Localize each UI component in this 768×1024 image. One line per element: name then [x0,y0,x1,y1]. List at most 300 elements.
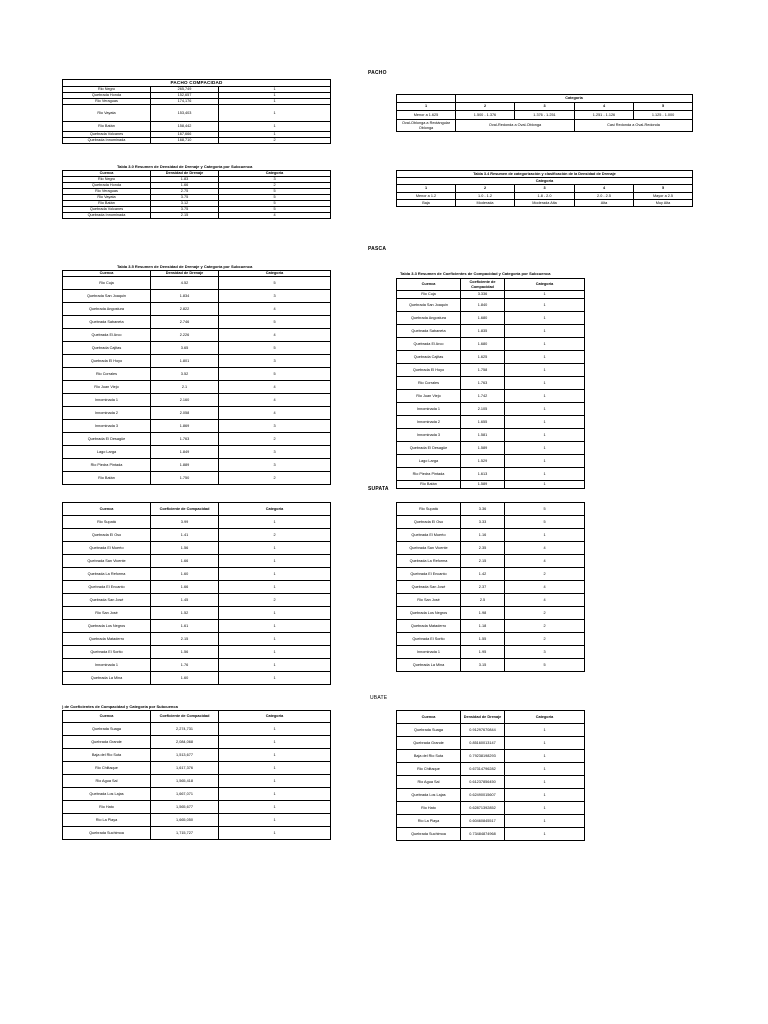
table-cell: Rio Agua Sal [397,776,461,789]
table-cell: 1 [219,516,331,529]
table-caption: Tabla 3.4 Resumen de categorización y clasificación de la Densidad de Drenaje [397,171,693,178]
table-cell: 2.058 [151,407,219,420]
table-cell: 1.42 [461,568,505,581]
pacho-compacidad-table [62,79,331,144]
table-cell: 2.37 [461,581,505,594]
table-row [63,355,331,368]
compacidad-category-table [396,94,693,132]
table-row [63,801,331,814]
table-cell: Quebrada La Reforma [397,555,461,568]
table-cell: 1.680 [461,338,505,351]
table-cell: 1 [505,312,585,325]
table-cell: 1.56 [151,646,219,659]
table-cell: Quebrada San Joaquin [63,290,151,303]
section-supata: SUPATA [368,486,389,492]
pasca-compacidad-table [396,278,585,489]
form-cell: Casi Redonda a Oval-Redonda [575,120,693,132]
table-cell: Rio Corrales [397,377,461,390]
table-row [63,381,331,394]
table-cell: 1 [219,132,331,138]
table-cell: 1 [505,291,585,299]
table-cell: Innominada 3 [63,420,151,433]
table-cell: Quebrada El Encanto [63,581,151,594]
table-row [63,407,331,420]
table-cell: 1 [219,775,331,788]
table-cell: 1 [219,93,331,99]
table-row [63,303,331,316]
table-cell: Rio Agua Sal [63,775,151,788]
table-cell: 3 [219,446,331,459]
table-cell: Innominada 1 [397,403,461,416]
table-cell: Quebrada Honda [63,93,151,99]
table-cell: 2.75 [151,189,219,195]
table-cell: 1.758 [461,364,505,377]
table-cell: 2.15 [151,213,219,219]
table-cell: 1 [219,788,331,801]
table-row [397,542,585,555]
table-cell: Rio Juan Viejo [397,390,461,403]
table-row [397,325,585,338]
table-row [397,377,585,390]
table-row [397,555,585,568]
table-cell: 2,084,068 [151,736,219,749]
table-cell: 1,513,677 [151,749,219,762]
table-row [63,646,331,659]
table-title: PACHO COMPACIDAD [63,80,331,87]
table-cell: Rio Supatá [397,503,461,516]
table-row [397,802,585,815]
supata-densidad-table [396,502,585,672]
table-row [63,394,331,407]
table-row [397,299,585,312]
table-cell: 3.52 [151,368,219,381]
table-cell: 1,667,071 [151,788,219,801]
table-cell: 2 [505,633,585,646]
table-cell: Quebrada Suchimoa [63,827,151,840]
table-cell: 2.35 [461,542,505,555]
table-cell: Quebrada Cajitas [63,342,151,355]
table-cell: 5 [505,503,585,516]
category-number: 1 [397,185,456,193]
table-cell: 1 [219,633,331,646]
table-cell: 1 [219,646,331,659]
table-row [397,750,585,763]
table-cell: 1 [219,749,331,762]
table-cell: 2 [505,607,585,620]
table-cell: 2 [219,433,331,446]
table-row [63,105,331,122]
table-cell: Quebrada El Oso [397,516,461,529]
table-cell: 1.66 [151,183,219,189]
table-cell: Quebrada El Muerto [63,542,151,555]
table-cell: 2.160 [151,394,219,407]
table-cell: 1.95 [461,646,505,659]
table-row [63,672,331,685]
table-row [63,277,331,290]
table-cell: 5 [505,659,585,672]
table-cell: 3.36 [461,503,505,516]
table-cell: 158,442 [151,122,219,132]
supata-compacidad-table [62,502,331,685]
table-cell: 1.763 [151,433,219,446]
column-header: Cuenca [63,503,151,516]
category-range: Menor a 1.625 [397,111,456,120]
table-row [397,338,585,351]
table-cell: 1.66 [151,555,219,568]
table-cell: 1 [219,736,331,749]
table-row [397,403,585,416]
table-cell: 3 [505,646,585,659]
table-row [63,472,331,485]
table-cell: 1.18 [461,620,505,633]
table-cell: 1,565,418 [151,775,219,788]
category-label: Muy Alta [634,200,693,207]
table-cell: Rio Veraguas [63,189,151,195]
table-cell: 4 [505,594,585,607]
table-cell: 1 [505,750,585,763]
table-cell: 5 [219,368,331,381]
column-header: Cuenca [63,711,151,723]
table-cell: Quebrada Honda [63,183,151,189]
table-cell: 2.822 [151,303,219,316]
table-cell: 1 [505,403,585,416]
table-cell: 1 [219,581,331,594]
table-row [63,788,331,801]
table-row [397,633,585,646]
table-cell: Quebrada Suchimoa [397,828,461,841]
table-cell: Rio La Playa [63,814,151,827]
table-cell: 1 [505,737,585,750]
table-cell: 168,710 [151,138,219,144]
table-cell: 4.52 [151,277,219,290]
table-cell: Quebrada El Hoyo [63,355,151,368]
table-cell: 1 [505,763,585,776]
table-cell: 2 [219,529,331,542]
table-cell: Quebrada San Vicente [63,555,151,568]
table-row [397,581,585,594]
table-cell: 1,565,677 [151,801,219,814]
table-cell: 1.60 [151,568,219,581]
table-row [63,433,331,446]
table-cell: Rio Hato [397,802,461,815]
table-row [397,516,585,529]
table-row [63,633,331,646]
table-row [397,607,585,620]
table-cell: 0.62490015607 [461,789,505,802]
table-cell: 0.60460845517 [461,815,505,828]
table-cell: 4 [219,407,331,420]
table-cell: Quebrada El Desagüe [63,433,151,446]
table-cell: Quebrada Suaga [63,723,151,736]
table-cell: 5 [219,189,331,195]
table-row [397,737,585,750]
table-cell: Quebrada La Mina [63,672,151,685]
table-row [63,555,331,568]
table-cell: Quebrada El Oso [63,529,151,542]
table-cell: 0.85160013147 [461,737,505,750]
table-cell: 5 [219,201,331,207]
table-cell: 5 [219,277,331,290]
category-label: Baja [397,200,456,207]
table-cell: 174,176 [151,99,219,105]
section-pacho: PACHO [368,70,387,76]
table-cell: 1 [219,542,331,555]
table-cell: 1.529 [461,455,505,468]
table-cell: 1 [505,455,585,468]
table-cell: 167,666 [151,132,219,138]
table-row [63,723,331,736]
table-cell: 5 [219,316,331,329]
table-cell: 1.680 [461,312,505,325]
table-cell: 1 [505,724,585,737]
table-cell: 3 [219,459,331,472]
table-cell: Quebrada Mataderro [397,620,461,633]
category-number: 2 [456,103,515,111]
column-header: Categoria [505,279,585,291]
table-row [63,568,331,581]
category-number: 4 [575,103,634,111]
column-header: Coeficiente de Compacidad [151,503,219,516]
table-cell: 1.625 [461,351,505,364]
table-row [397,529,585,542]
table-cell: Rio Vayata [63,105,151,122]
table-cell: 3 [219,177,331,183]
table-cell: Rio Supatá [63,516,151,529]
table-cell: Rio Batán [63,201,151,207]
table-row [63,459,331,472]
table-cell: 1 [219,99,331,105]
table-row [63,620,331,633]
table-title: Categoria [456,95,693,103]
table-cell: 3 [219,355,331,368]
category-number: 2 [456,185,515,193]
table-row [63,329,331,342]
ubate-densidad-table [396,710,585,841]
table-row [397,763,585,776]
table-cell: Quebrada El Muerto [397,529,461,542]
table-cell: 2.105 [461,403,505,416]
table-cell: Quebrada Innominada [63,138,151,144]
table-row [397,659,585,672]
table-cell: Rio Piedra Pintada [397,468,461,481]
table-cell: 3.75 [151,207,219,213]
table-cell: 1 [219,555,331,568]
table-cell: 1.76 [151,659,219,672]
table-cell: 1.750 [151,472,219,485]
table-row [397,455,585,468]
category-range: Menor a 1.2 [397,193,456,200]
table-cell: 2.15 [151,633,219,646]
table-cell: 1.41 [151,529,219,542]
table-cell: Quebrada Grande [397,737,461,750]
table-row [397,364,585,377]
category-range: 1.251 - 1.126 [575,111,634,120]
table-cell: 1.849 [151,446,219,459]
table-cell: 1 [505,789,585,802]
table-cell: 152,657 [151,93,219,99]
table-row [397,828,585,841]
category-number: 4 [575,185,634,193]
table-cell: 1.763 [461,377,505,390]
table-row [397,351,585,364]
category-range: 1.376 - 1.251 [515,111,575,120]
table-cell: 2.746 [151,316,219,329]
table-row [397,776,585,789]
densidad-category-table [396,170,693,207]
table-row [63,420,331,433]
category-label: Moderada [456,200,515,207]
category-label: Moderada Alta [515,200,575,207]
table-cell: Rio Negro [63,87,151,93]
table-row [397,468,585,481]
table-cell: 1.613 [461,468,505,481]
table-cell: 1.742 [461,390,505,403]
table-cell: 1 [505,325,585,338]
table-cell: 3 [219,420,331,433]
table-cell: 5 [505,516,585,529]
table-cell: 1 [505,390,585,403]
section-pasca: PASCA [368,246,387,252]
table-cell: 1.655 [461,416,505,429]
table-cell: 0.73484874968 [461,828,505,841]
table-cell: Rio Batán [63,122,151,132]
table-cell: 265,749 [151,87,219,93]
table-cell: 1,665,050 [151,814,219,827]
table-cell: 1 [219,672,331,685]
category-number: 1 [397,103,456,111]
table-cell: 1.66 [151,581,219,594]
table-row [63,138,331,144]
table-cell: 2 [505,620,585,633]
table-cell: Quebrada San José [397,581,461,594]
ubate-compacidad-table [62,710,331,840]
table-cell: 1.801 [151,355,219,368]
column-header: Cuenca [63,271,151,277]
table-cell: Quebrada El Encanto [397,568,461,581]
table-cell: Quebrada El Hoyo [397,364,461,377]
table-cell: 3.75 [151,195,219,201]
table-cell: Quebrada Sabaneta [63,316,151,329]
table-cell: Quebrada Angostura [397,312,461,325]
category-range: 1.8 - 2.0 [515,193,575,200]
table-cell: Innominada 3 [397,429,461,442]
column-header: Densidad de Drenaje [151,271,219,277]
table-cell: Rio Batán [63,472,151,485]
table-cell: Innominada 1 [397,646,461,659]
table-cell: 3.99 [151,516,219,529]
table-cell: Quebrada Volcanes [63,132,151,138]
table-caption: Tabla 3.0 Resumen de Densidad de Drenaje y Categoría por Subcuenca [117,164,253,169]
table-row [63,213,331,219]
table-row [397,594,585,607]
table-cell: 1 [219,814,331,827]
table-cell: 1 [505,377,585,390]
table-cell: 1 [505,416,585,429]
table-cell: Rio Chiltaque [63,762,151,775]
table-caption: Tabla 3.5 Resumen de Densidad de Drenaje y Categoría por Subcuenca [117,264,253,269]
table-cell: Quebrada El Desagüe [397,442,461,455]
table-cell: 1 [505,815,585,828]
column-header: Densidad de Drenaje [461,711,505,724]
table-cell: 1 [505,828,585,841]
table-cell: Rio La Playa [397,815,461,828]
table-cell: 4 [505,542,585,555]
category-number: 3 [515,103,575,111]
table-cell: Lago Larga [63,446,151,459]
column-header: Coeficiente de Compacidad [461,279,505,291]
column-header: Densidad de Drenaje [151,171,219,177]
section-ubate: UBATE [370,695,388,701]
table-row [397,312,585,325]
table-cell: 1.98 [461,607,505,620]
table-cell: 3.336 [461,291,505,299]
table-cell: Rio Chiltaque [397,763,461,776]
table-cell: 1 [505,364,585,377]
table-cell: 2 [219,183,331,189]
table-row [63,290,331,303]
table-cell: Rio Cuja [397,291,461,299]
table-title: Categoria [397,178,693,185]
table-cell: Quebrada Sabaneta [397,325,461,338]
table-cell: Quebrada La Mina [397,659,461,672]
table-cell: 1.45 [151,594,219,607]
table-cell: Rio San José [63,607,151,620]
table-row [397,291,585,299]
table-row [63,581,331,594]
table-cell: 1,617,376 [151,762,219,775]
table-row [63,659,331,672]
table-row [63,594,331,607]
table-cell: Innominada 2 [397,416,461,429]
table-row [63,762,331,775]
table-cell: 1 [505,299,585,312]
table-row [397,568,585,581]
table-caption: Tabla 3.3 Resumen de Coeficientes de Compacidad y Categoría por Subcuenca [400,271,551,276]
column-header: Cuenca [63,171,151,177]
table-cell: Quebrada El Arco [397,338,461,351]
table-cell: 1 [505,802,585,815]
table-cell: Rio Batán [397,481,461,489]
table-cell: 1 [219,87,331,93]
table-cell: 4 [219,329,331,342]
table-cell: 1.840 [461,299,505,312]
table-row [63,316,331,329]
table-cell: Quebrada El Arco [63,329,151,342]
table-cell: Rio Piedra Pintada [63,459,151,472]
table-row [63,446,331,459]
table-row [63,529,331,542]
table-cell: Rio Veraguas [63,99,151,105]
column-header: Categoria [505,711,585,724]
table-row [397,646,585,659]
table-cell: 3.65 [151,342,219,355]
table-row [63,814,331,827]
table-cell: 1 [505,481,585,489]
table-cell: 1 [505,468,585,481]
table-row [397,724,585,737]
table-cell: 5 [219,195,331,201]
table-row [63,827,331,840]
table-cell: Rio Corrales [63,368,151,381]
table-cell: 2 [219,594,331,607]
table-cell: 1 [219,762,331,775]
table-cell: 3 [219,290,331,303]
category-range: 1.500 - 1.376 [456,111,515,120]
table-cell: Quebrada El Sorito [397,633,461,646]
table-cell: 4 [219,303,331,316]
table-cell: Rio San José [397,594,461,607]
column-header: Cuenca [397,711,461,724]
